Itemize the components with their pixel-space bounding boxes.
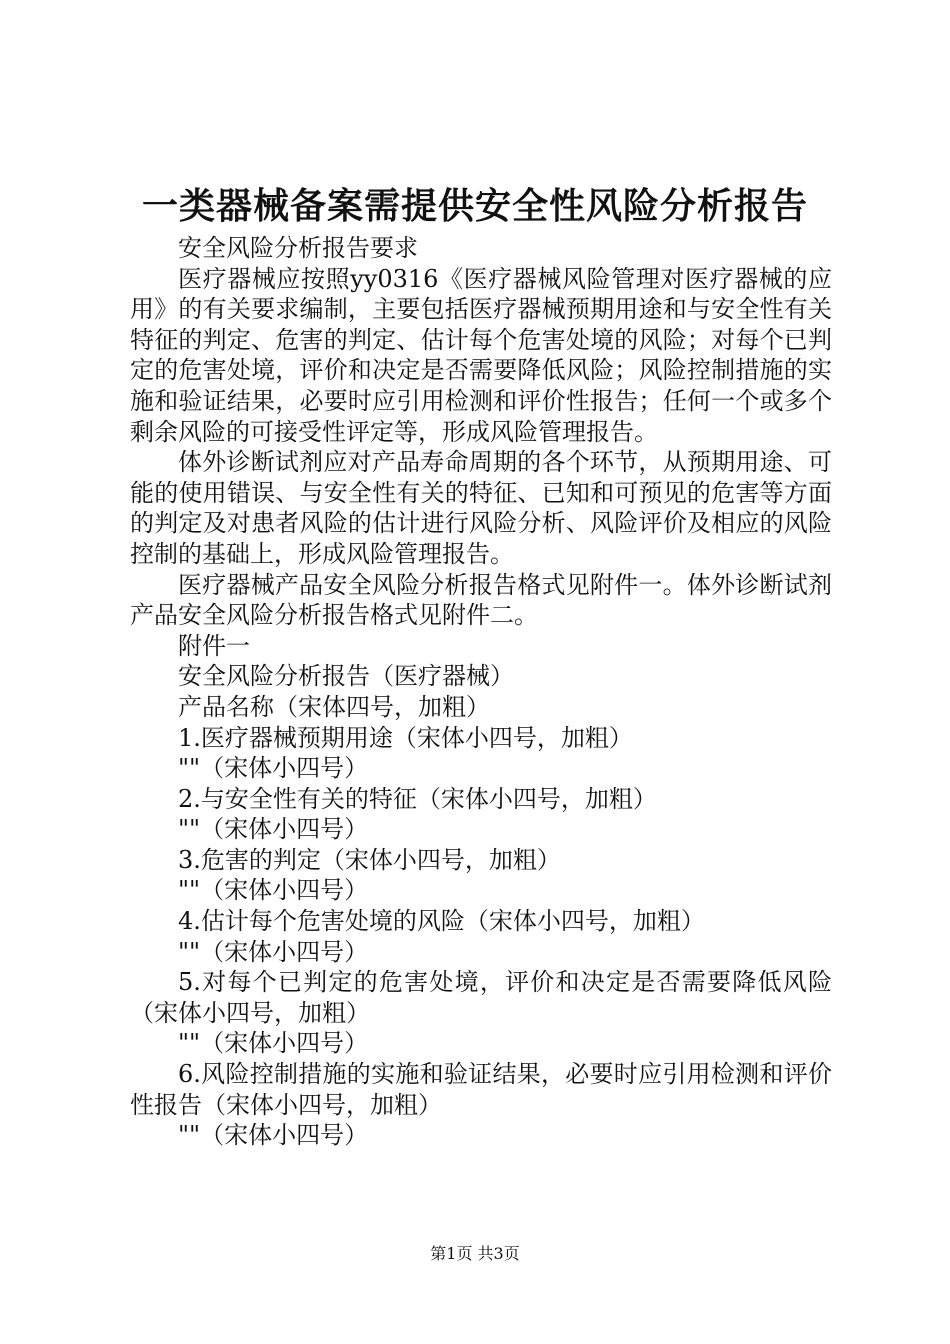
- paragraph-section-3-body: ""（宋体小四号）: [178, 876, 369, 905]
- paragraph-section-1-body: ""（宋体小四号）: [178, 754, 369, 783]
- paragraph-section-4-body: ""（宋体小四号）: [178, 937, 369, 966]
- paragraph-report-heading: 安全风险分析报告（医疗器械）: [178, 662, 514, 691]
- page-footer: 第1页 共3页: [430, 1244, 520, 1263]
- paragraph-section-5-body: ""（宋体小四号）: [178, 1029, 369, 1058]
- paragraph-section-1: 1.医疗器械预期用途（宋体小四号，加粗）: [178, 723, 633, 752]
- paragraph-ivd-requirements: 体外诊断试剂应对产品寿命周期的各个环节，从预期用途、可能的使用错误、与安全性有关的特征、已知和可预见的危害等方面的判定及对患者风险的估计进行风险分析、风险评价及相应的风险控制的基础上，形成风险管理报告。: [130, 448, 832, 568]
- paragraph-section-6: 6.风险控制措施的实施和验证结果，必要时应引用检测和评价性报告（宋体小四号，加粗）: [130, 1060, 832, 1119]
- document-body: [130, 233, 832, 1151]
- paragraph-medical-device-requirements: 医疗器械应按照yy0316《医疗器械风险管理对医疗器械的应用》的有关要求编制，主要包括医疗器械预期用途和与安全性有关特征的判定、危害的判定、估计每个危害处境的风险；对每个已判定的危害处境，评价和决定是否需要降低风险；风险控制措施的实施和验证结果，必要时应引用检测和评价性报告；任何一个或多个剩余风险的可接受性评定等，形成风险管理报告。: [130, 264, 832, 446]
- paragraph-section-2-body: ""（宋体小四号）: [178, 815, 369, 844]
- paragraph-risk-report-requirements: 安全风险分析报告要求: [178, 234, 418, 262]
- paragraph-format-reference: 医疗器械产品安全风险分析报告格式见附件一。体外诊断试剂产品安全风险分析报告格式见附件二。: [130, 570, 832, 630]
- paragraph-section-2: 2.与安全性有关的特征（宋体小四号，加粗）: [178, 784, 657, 813]
- paragraph-section-6-body: ""（宋体小四号）: [178, 1121, 369, 1150]
- paragraph-product-name: 产品名称（宋体四号，加粗）: [178, 692, 490, 721]
- paragraph-section-4: 4.估计每个危害处境的风险（宋体小四号，加粗）: [178, 907, 705, 936]
- paragraph-section-3: 3.危害的判定（宋体小四号，加粗）: [178, 845, 561, 874]
- paragraph-attachment-1: 附件一: [178, 631, 250, 660]
- document-title: 一类器械备案需提供安全性风险分析报告: [141, 186, 808, 227]
- paragraph-section-5: 5.对每个已判定的危害处境，评价和决定是否需要降低风险（宋体小四号，加粗）: [130, 968, 832, 1027]
